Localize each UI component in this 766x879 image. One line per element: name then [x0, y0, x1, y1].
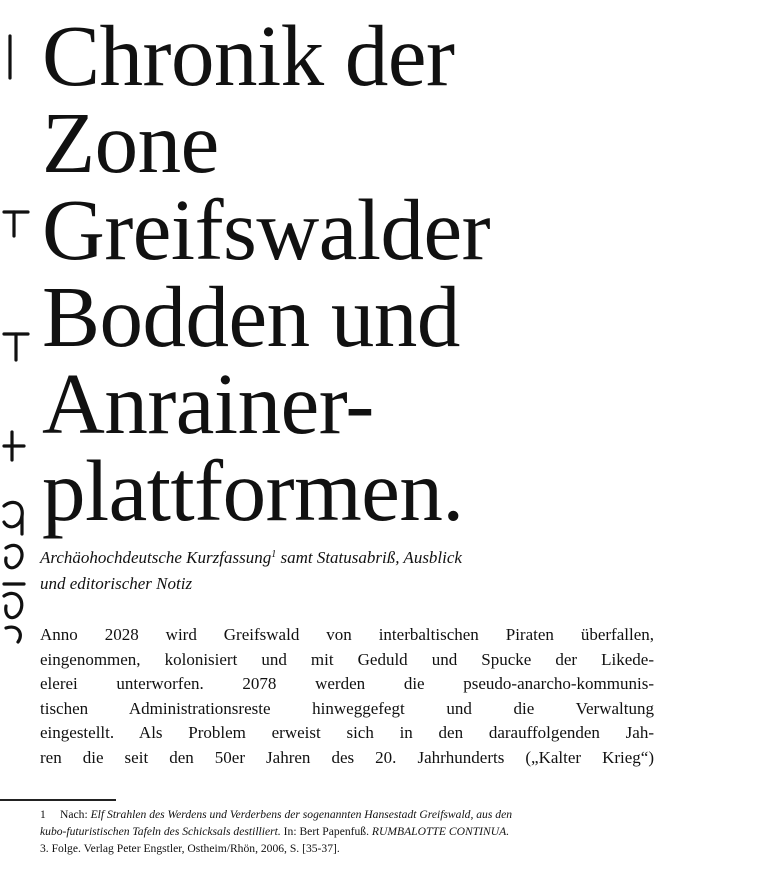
footnote-line-1: [40, 806, 660, 823]
glyph-fragment: [6, 545, 22, 567]
body-line-3: elerei unterworfen. 2078 werden die pseudo-anarcho-kommunis-: [40, 674, 654, 694]
body-paragraph: [40, 623, 654, 771]
glyph-fragment: [4, 502, 22, 526]
rotated-margin-lettering: [0, 0, 36, 660]
cropped-vertical-glyphs: [0, 0, 36, 660]
footnote-line-2: [40, 823, 660, 840]
glyph-fragment: [4, 593, 22, 617]
chapter-title: [42, 7, 682, 539]
title-line-4: Bodden und: [42, 268, 460, 365]
title-line-3: Greifswalder: [42, 181, 491, 278]
title-line-1: Chronik der: [42, 7, 455, 104]
footnote-source-title-1: Elf Strahlen des Werdens und Verderbens der sogenannten Hansestadt Greifswald, aus den: [90, 808, 513, 821]
footnote-line-3: 3. Folge. Verlag Peter Engstler, Ostheim/Rhön, 2006, S. [35-37].: [40, 842, 340, 855]
footnote-book-title: RUMBALOTTE CONTINUA.: [371, 825, 510, 838]
body-line-5: eingestellt. Als Problem erweist sich in den darauffolgenden Jah-: [40, 723, 654, 743]
footnote-reference[interactable]: 1: [271, 549, 277, 560]
footnote-divider: [0, 799, 116, 801]
footnote-number: 1: [40, 808, 46, 821]
body-line-4: tischen Administrationsreste hinweggefegt und die Verwaltung: [40, 698, 654, 718]
subtitle-text-2: samt Statusabriß, Ausblick: [276, 548, 462, 567]
body-line-6: ren die seit den 50er Jahren des 20. Jahrhunderts („Kalter Krieg“): [40, 747, 654, 767]
title-line-5: Anrainer-: [42, 355, 374, 452]
subtitle-text-1: Archäohochdeutsche Kurzfassung: [40, 548, 272, 567]
title-line-6: plattformen.: [42, 442, 464, 539]
body-line-2: eingenommen, kolonisiert und mit Geduld und Spucke der Likede-: [40, 649, 654, 669]
footnote-in-text: In: Bert Papenfuß.: [280, 825, 372, 838]
footnote-source-title-2: kubo-futuristischen Tafeln des Schicksals destilliert.: [40, 825, 281, 838]
glyph-fragment: [6, 627, 20, 642]
title-line-2: Zone: [42, 94, 219, 191]
footnote-prefix: Nach:: [60, 808, 91, 821]
body-line-1: Anno 2028 wird Greifswald von interbaltischen Piraten überfallen,: [40, 625, 654, 644]
subtitle-text-3: und editorischer Notiz: [40, 574, 193, 593]
subtitle: [40, 545, 680, 597]
footnote: [40, 806, 660, 857]
